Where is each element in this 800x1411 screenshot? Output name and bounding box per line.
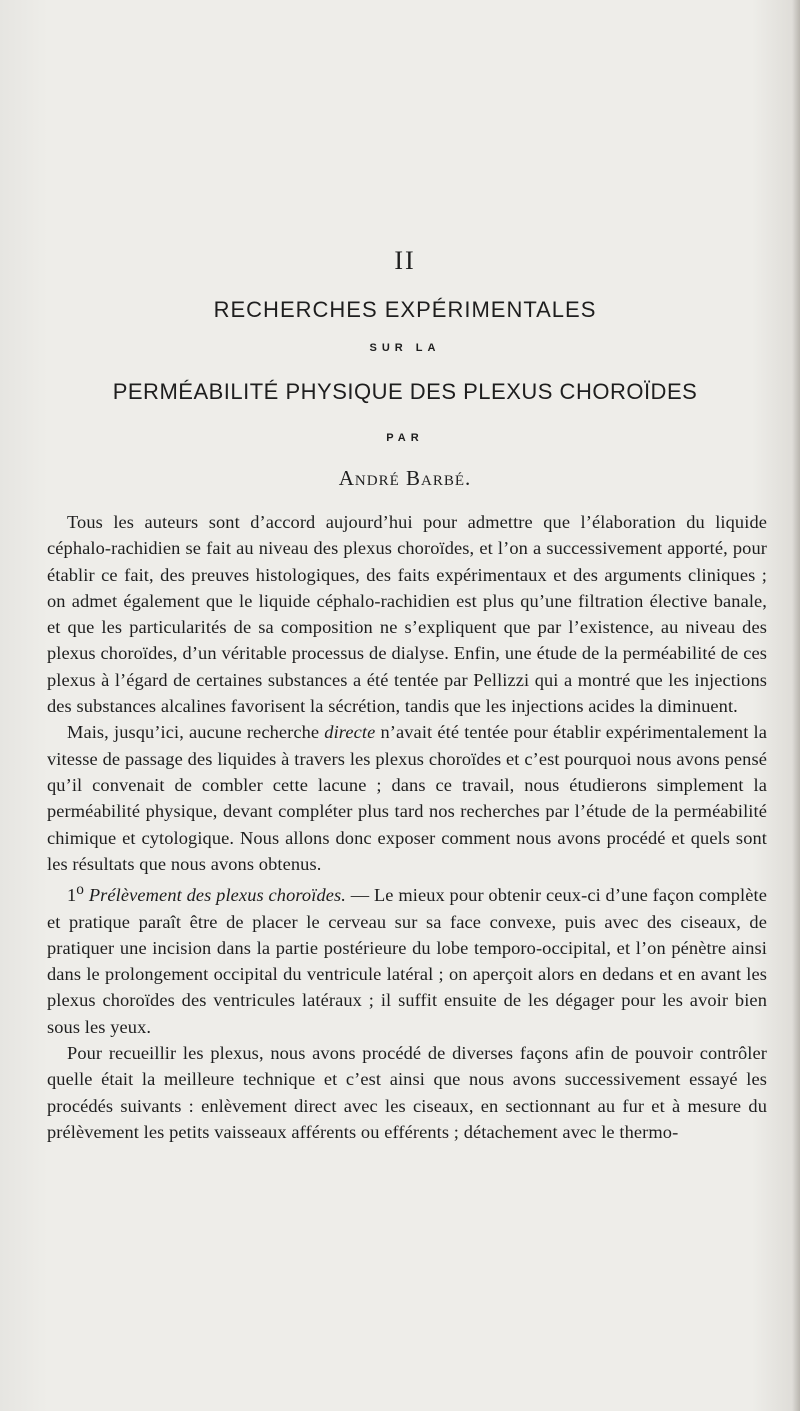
paragraph-2 (47, 719, 767, 877)
section-heading: Prélèvement des plexus choroïdes. (88, 885, 346, 906)
author-name: André Barbé. (338, 466, 472, 490)
paragraph-4: Pour recueillir les plexus, nous avons procédé de diverses façons afin de pouvoir contrôler quelle était la meilleure technique et c’est ainsi que nous avons successivement essayé les procédés suivants : enlèvement direct avec les ciseaux, en sectionnant au fur et à mesure du prélèvement les petits vaisseaux afférents ou efférents ; détachement avec le thermo- (47, 1043, 767, 1142)
byline-label: PAR (386, 432, 424, 444)
section-number-ordinal: o (76, 881, 85, 899)
paragraph-1: Tous les auteurs sont d’accord aujourd’hui pour admettre que l’élaboration du liquide céphalo-rachidien se fait au niveau des plexus choroïdes, et l’on a successivement apporté, pour établir ce fait, des preuves histologiques, des faits expérimentaux et des arguments cliniques ; on admet également que le liquide céphalo-rachidien est plus qu’une filtration élective banale, et que les particularités de sa composition ne s’expliquent que par l’existence, au niveau des plexus choroïdes, d’un véritable processus de dialyse. Enfin, une étude de la perméabilité de ces plexus à l’égard de certaines substances a été tentée par Pellizzi qui a montré que les injections des substances alcalines favorisent la sécrétion, tandis que les injections acides la diminuent. (47, 512, 767, 717)
paragraph-3 (47, 877, 767, 1040)
paragraph-3-rest: — Le mieux pour obtenir ceux-ci d’une façon complète et pratique paraît être de placer le cerveau sur sa face convexe, puis avec des ciseaux, de pratiquer une incision dans la partie postérieure du lobe temporo-occipital, et l’on pénètre ainsi dans le prolongement occipital du ventricule latéral ; on aperçoit alors en dedans et en avant les plexus choroïdes des ventricules latéraux ; il suffit ensuite de les dégager pour les avoir bien sous les yeux. (47, 885, 767, 1037)
chapter-number: II (394, 246, 416, 275)
chapter-title-main: RECHERCHES EXPÉRIMENTALES (213, 297, 597, 322)
article-body (47, 509, 767, 1145)
paragraph-2-rest: n’avait été tentée pour établir expérimentalement la vitesse de passage des liquides à travers les plexus choroïdes et c’est pourquoi nous avons pensé qu’il convenait de combler cette lacune ; dans ce travail, nous étudierons simplement la perméabilité physique, devant compléter plus tard nos recherches par l’étude de la perméabilité chimique et cytologique. Nous allons donc exposer comment nous avons procédé et quels sont les résultats que nous avons obtenus. (47, 722, 768, 874)
section-number: 1 (67, 885, 77, 906)
paragraph-2-emphasis: directe (324, 722, 376, 743)
page-edge-shadow (792, 0, 800, 1411)
paragraph-2-start: Mais, jusqu’ici, aucune recherche (67, 722, 325, 743)
chapter-title-subject: PERMÉABILITÉ PHYSIQUE DES PLEXUS CHOROÏDES (112, 379, 698, 404)
chapter-title-connector: SUR LA (369, 342, 441, 354)
